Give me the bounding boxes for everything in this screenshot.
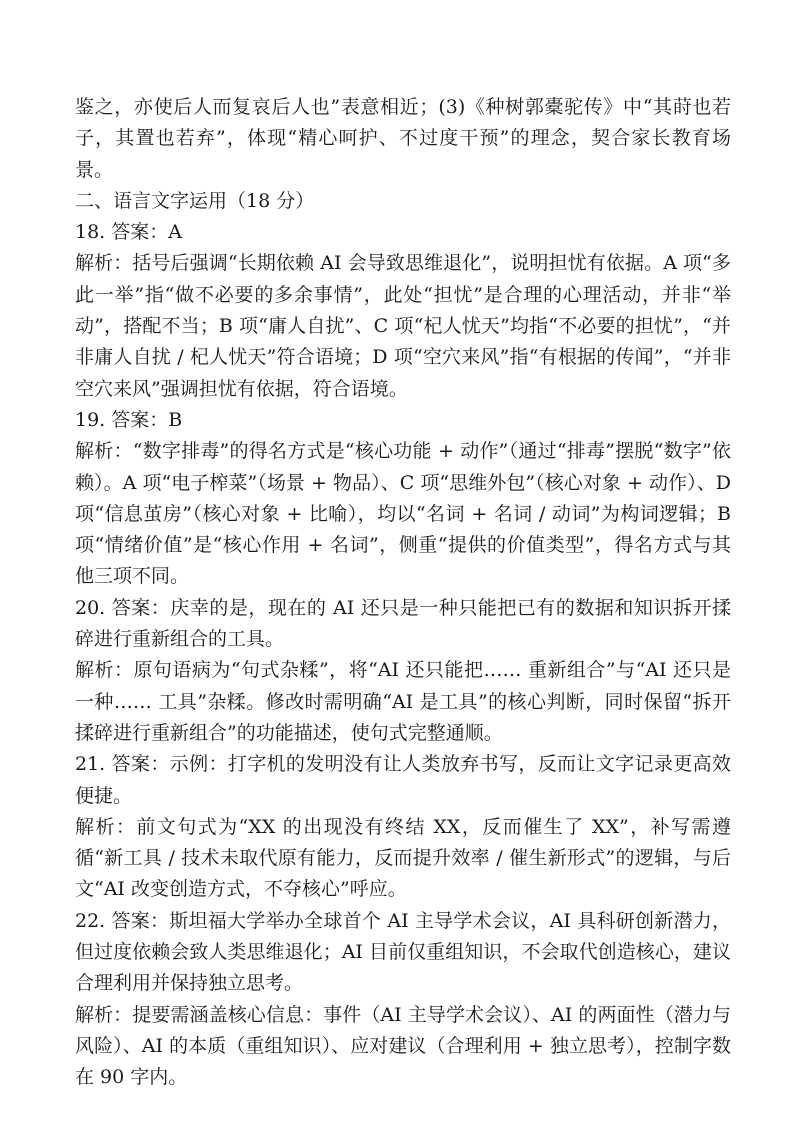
- analysis-18: 解析：括号后强调“长期依赖 AI 会导致思维退化”，说明担忧有依据。A 项“多此一举”指“做不必要的多余事情”，此处“担忧”是合理的心理活动，并非“举动”，搭配不当；B 项“庸人自扰”、C 项“杞人忧天”均指“不必要的担忧”，“并非庸人自扰 / 杞人忧天”符合语境；D 项“空穴来风”指“有根据的传闻”，“并非空穴来风”强调担忧有依据，符合语境。: [75, 252, 731, 400]
- answer-21: 21. 答案：示例：打字机的发明没有让人类放弃书写，反而让文字记录更高效便捷。: [75, 753, 731, 807]
- analysis-20: 解析：原句语病为“句式杂糅”，将“AI 还只能把…… 重新组合”与“AI 还只是一种…… 工具”杂糅。修改时需明确“AI 是工具”的核心判断，同时保留“拆开揉碎进行重新组合”的功能描述，使句式完整通顺。: [75, 659, 731, 744]
- section-heading: 二、语言文字运用（18 分）: [75, 189, 315, 212]
- answer-20: 20. 答案：庆幸的是，现在的 AI 还只是一种只能把已有的数据和知识拆开揉碎进行重新组合的工具。: [75, 596, 731, 651]
- answer-19: 19. 答案：B: [75, 408, 183, 431]
- answer-22: 22. 答案：斯坦福大学举办全球首个 AI 主导学术会议，AI 具科研创新潜力，但过度依赖会致人类思维退化；AI 目前仅重组知识，不会取代创造核心，建议合理利用并保持独立思考。: [75, 909, 731, 995]
- analysis-19: 解析：“数字排毒”的得名方式是“核心功能 + 动作”（通过“排毒”摆脱“数字”依赖）。A 项“电子榨菜”（场景 + 物品）、C 项“思维外包”（核心对象 + 动作）、D 项“信息茧房”（核心对象 + 比喻），均以“名词 + 名词 / 动词”为构词逻辑；B 项“情绪价值”是“核心作用 + 名词”，侧重“提供的价值类型”，得名方式与其他三项不同。: [75, 440, 731, 588]
- analysis-21: 解析：前文句式为“XX 的出现没有终结 XX，反而催生了 XX”，补写需遵循“新工具 / 技术未取代原有能力，反而提升效率 / 催生新形式”的逻辑，与后文“AI 改变创造方式，不夺核心”呼应。: [75, 815, 731, 901]
- document-body: [75, 92, 731, 1094]
- analysis-22: 解析：提要需涵盖核心信息：事件（AI 主导学术会议）、AI 的两面性（潜力与风险）、AI 的本质（重组知识）、应对建议（合理利用 + 独立思考），控制字数在 90 字内。: [75, 1003, 731, 1089]
- answer-18: 18. 答案：A: [75, 221, 182, 244]
- paragraph-continuation: 鉴之，亦使后人而复哀后人也”表意相近；(3)《种树郭橐驼传》中“其莳也若子，其置也若弃”，体现“精心呵护、不过度干预”的理念，契合家长教育场景。: [75, 96, 731, 181]
